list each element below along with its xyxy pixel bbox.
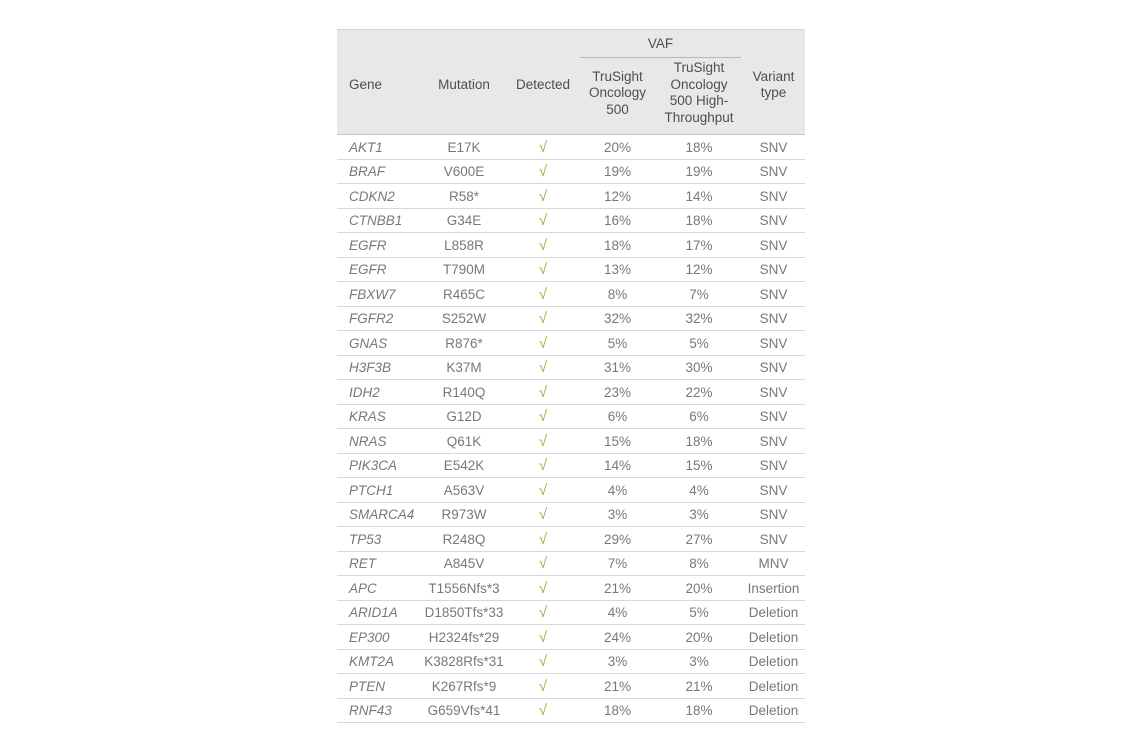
vaf-tso500-ht-cell: 20%: [656, 576, 742, 601]
table-row: [337, 404, 805, 429]
vaf-tso500-cell: 4%: [579, 478, 656, 503]
mutation-cell: D1850Tfs*33: [421, 600, 507, 625]
mutation-cell: R973W: [421, 502, 507, 527]
table-header: [337, 30, 805, 135]
vaf-tso500-ht-cell: 4%: [656, 478, 742, 503]
gene-cell: AKT1: [349, 139, 383, 155]
variant-type-cell: SNV: [742, 306, 805, 331]
detected-cell: [507, 429, 579, 454]
mutation-cell: L858R: [421, 233, 507, 258]
variant-type-cell: Deletion: [742, 625, 805, 650]
mutation-cell: E17K: [447, 139, 481, 155]
mutation-cell: A845V: [421, 551, 507, 576]
variant-type-cell: Insertion: [742, 576, 805, 601]
detected-cell: [507, 208, 579, 233]
detected-cell: [507, 625, 579, 650]
table-row: [337, 429, 805, 454]
table-row: [337, 257, 805, 282]
checkmark-icon: √: [538, 408, 548, 426]
table-row: [337, 135, 805, 160]
table-body: [337, 135, 805, 723]
vaf-tso500-ht-cell: 18%: [685, 139, 713, 155]
vaf-tso500-cell: 5%: [579, 331, 656, 356]
gene-cell: CDKN2: [337, 184, 421, 209]
table-row: [337, 233, 805, 258]
gene-cell: EGFR: [337, 257, 421, 282]
detected-cell: [507, 306, 579, 331]
vaf-group-label: VAF: [580, 36, 741, 58]
gene-cell: NRAS: [337, 429, 421, 454]
checkmark-icon: √: [538, 702, 548, 720]
mutation-cell: K267Rfs*9: [421, 674, 507, 699]
vaf-tso500-cell: 31%: [579, 355, 656, 380]
table-row: [337, 600, 805, 625]
vaf-tso500-ht-cell: 18%: [656, 208, 742, 233]
vaf-tso500-cell: 18%: [579, 233, 656, 258]
mutation-cell: H2324fs*29: [421, 625, 507, 650]
vaf-tso500-ht-cell: 7%: [656, 282, 742, 307]
vaf-tso500-ht-cell: 18%: [656, 429, 742, 454]
gene-cell: KRAS: [337, 404, 421, 429]
mutation-cell: R58*: [421, 184, 507, 209]
header-vaf-group: [579, 30, 742, 59]
mutation-cell: T790M: [421, 257, 507, 282]
vaf-tso500-ht-cell: 32%: [656, 306, 742, 331]
checkmark-icon: √: [538, 187, 548, 205]
detected-cell: [507, 257, 579, 282]
checkmark-icon: √: [538, 334, 548, 352]
table-row: [337, 551, 805, 576]
detected-cell: [507, 649, 579, 674]
mutation-cell: S252W: [421, 306, 507, 331]
vaf-tso500-ht-cell: 18%: [656, 698, 742, 723]
gene-cell: IDH2: [337, 380, 421, 405]
variant-type-cell: Deletion: [742, 698, 805, 723]
variant-type-cell: SNV: [742, 355, 805, 380]
table-row: [337, 527, 805, 552]
table-row: [337, 502, 805, 527]
detected-cell: [507, 233, 579, 258]
mutation-cell: R248Q: [421, 527, 507, 552]
vaf-tso500-cell: 3%: [579, 649, 656, 674]
gene-cell: FBXW7: [337, 282, 421, 307]
variant-type-cell: Deletion: [742, 674, 805, 699]
detected-cell: [507, 600, 579, 625]
header-mutation: Mutation: [421, 30, 507, 135]
detected-cell: [507, 502, 579, 527]
checkmark-icon: √: [538, 653, 548, 671]
variant-type-cell: Deletion: [742, 600, 805, 625]
table-row: [337, 625, 805, 650]
table-row: [337, 649, 805, 674]
variant-type-cell: SNV: [742, 233, 805, 258]
variant-type-cell: MNV: [742, 551, 805, 576]
vaf-tso500-cell: 16%: [579, 208, 656, 233]
checkmark-icon: √: [538, 530, 548, 548]
vaf-tso500-ht-cell: 8%: [656, 551, 742, 576]
table-row: [337, 282, 805, 307]
gene-cell: EGFR: [337, 233, 421, 258]
table-row: [337, 453, 805, 478]
vaf-tso500-cell: 14%: [579, 453, 656, 478]
detected-cell: [507, 355, 579, 380]
vaf-tso500-ht-cell: 20%: [656, 625, 742, 650]
checkmark-icon: √: [538, 555, 548, 573]
vaf-tso500-ht-cell: 6%: [656, 404, 742, 429]
mutation-cell: V600E: [421, 159, 507, 184]
vaf-tso500-ht-cell: 5%: [656, 331, 742, 356]
header-tso500-high-throughput: TruSight Oncology 500 High-Throughput: [656, 58, 742, 134]
gene-cell: FGFR2: [337, 306, 421, 331]
checkmark-icon: √: [538, 261, 548, 279]
vaf-tso500-cell: 4%: [579, 600, 656, 625]
mutation-cell: A563V: [421, 478, 507, 503]
gene-cell: PTEN: [337, 674, 421, 699]
vaf-tso500-cell: 15%: [579, 429, 656, 454]
vaf-tso500-cell: 18%: [579, 698, 656, 723]
variant-type-cell: SNV: [742, 184, 805, 209]
mutation-cell: K37M: [421, 355, 507, 380]
table-row: [337, 380, 805, 405]
gene-cell: ARID1A: [337, 600, 421, 625]
mutation-cell: Q61K: [421, 429, 507, 454]
gene-cell: RET: [337, 551, 421, 576]
gene-cell: PTCH1: [337, 478, 421, 503]
vaf-tso500-ht-cell: 3%: [656, 649, 742, 674]
vaf-tso500-ht-cell: 12%: [656, 257, 742, 282]
vaf-tso500-cell: 23%: [579, 380, 656, 405]
vaf-tso500-cell: 8%: [579, 282, 656, 307]
checkmark-icon: √: [538, 138, 548, 156]
mutation-cell: R465C: [421, 282, 507, 307]
vaf-tso500-cell: 12%: [579, 184, 656, 209]
detected-cell: [507, 184, 579, 209]
vaf-tso500-ht-cell: 22%: [656, 380, 742, 405]
table-row: [337, 674, 805, 699]
checkmark-icon: √: [538, 285, 548, 303]
table-row: [337, 478, 805, 503]
checkmark-icon: √: [538, 212, 548, 230]
mutation-cell: G34E: [421, 208, 507, 233]
checkmark-icon: √: [538, 481, 548, 499]
gene-cell: BRAF: [337, 159, 421, 184]
checkmark-icon: √: [538, 457, 548, 475]
detected-cell: [507, 576, 579, 601]
table-row: [337, 331, 805, 356]
variant-type-cell: SNV: [742, 527, 805, 552]
variant-type-cell: SNV: [742, 380, 805, 405]
variant-type-cell: SNV: [742, 257, 805, 282]
variant-type-cell: SNV: [742, 502, 805, 527]
vaf-tso500-cell: 13%: [579, 257, 656, 282]
detected-cell: [507, 282, 579, 307]
gene-cell: PIK3CA: [337, 453, 421, 478]
variant-type-cell: SNV: [742, 453, 805, 478]
variant-type-cell: Deletion: [742, 649, 805, 674]
checkmark-icon: √: [538, 310, 548, 328]
header-gene: Gene: [337, 30, 421, 135]
vaf-tso500-cell: 21%: [579, 576, 656, 601]
variant-type-cell: SNV: [742, 429, 805, 454]
vaf-tso500-cell: 3%: [579, 502, 656, 527]
mutation-cell: R876*: [421, 331, 507, 356]
mutation-cell: G12D: [421, 404, 507, 429]
checkmark-icon: √: [538, 359, 548, 377]
vaf-tso500-ht-cell: 3%: [656, 502, 742, 527]
mutation-table: [337, 29, 805, 723]
gene-cell: RNF43: [337, 698, 421, 723]
vaf-tso500-cell: 24%: [579, 625, 656, 650]
vaf-tso500-cell: 19%: [579, 159, 656, 184]
vaf-tso500-ht-cell: 5%: [656, 600, 742, 625]
gene-cell: EP300: [337, 625, 421, 650]
vaf-tso500-cell: 6%: [579, 404, 656, 429]
gene-cell: APC: [337, 576, 421, 601]
variant-type-cell: SNV: [742, 478, 805, 503]
header-detected: Detected: [507, 30, 579, 135]
vaf-tso500-ht-cell: 27%: [656, 527, 742, 552]
vaf-tso500-ht-cell: 15%: [656, 453, 742, 478]
gene-cell: SMARCA4: [337, 502, 421, 527]
checkmark-icon: √: [538, 236, 548, 254]
mutation-cell: R140Q: [421, 380, 507, 405]
variant-type-cell: SNV: [742, 159, 805, 184]
checkmark-icon: √: [538, 432, 548, 450]
table-row: [337, 208, 805, 233]
variant-type-cell: SNV: [742, 404, 805, 429]
table-row: [337, 576, 805, 601]
gene-cell: GNAS: [337, 331, 421, 356]
detected-cell: [507, 478, 579, 503]
detected-cell: [507, 135, 579, 160]
variant-type-cell: SNV: [742, 282, 805, 307]
detected-cell: [507, 453, 579, 478]
vaf-tso500-cell: 21%: [579, 674, 656, 699]
vaf-tso500-cell: 29%: [579, 527, 656, 552]
checkmark-icon: √: [538, 579, 548, 597]
detected-cell: [507, 674, 579, 699]
variant-type-cell: SNV: [742, 208, 805, 233]
mutation-table-container: [337, 29, 805, 723]
gene-cell: CTNBB1: [337, 208, 421, 233]
gene-cell: H3F3B: [337, 355, 421, 380]
checkmark-icon: √: [538, 383, 548, 401]
table-row: [337, 184, 805, 209]
checkmark-icon: √: [538, 628, 548, 646]
checkmark-icon: √: [538, 677, 548, 695]
table-row: [337, 306, 805, 331]
vaf-tso500-ht-cell: 14%: [656, 184, 742, 209]
vaf-tso500-ht-cell: 21%: [656, 674, 742, 699]
detected-cell: [507, 698, 579, 723]
gene-cell: KMT2A: [337, 649, 421, 674]
table-row: [337, 159, 805, 184]
header-tso500: TruSight Oncology 500: [579, 58, 656, 134]
vaf-tso500-ht-cell: 17%: [656, 233, 742, 258]
mutation-cell: E542K: [421, 453, 507, 478]
detected-cell: [507, 527, 579, 552]
vaf-tso500-cell: 7%: [579, 551, 656, 576]
table-row: [337, 355, 805, 380]
vaf-tso500-cell: 32%: [579, 306, 656, 331]
variant-type-cell: SNV: [759, 139, 788, 155]
mutation-cell: K3828Rfs*31: [421, 649, 507, 674]
mutation-cell: T1556Nfs*3: [421, 576, 507, 601]
detected-cell: [507, 380, 579, 405]
mutation-cell: G659Vfs*41: [421, 698, 507, 723]
variant-type-cell: SNV: [742, 331, 805, 356]
vaf-tso500-cell: 20%: [603, 139, 632, 155]
header-variant-type: Variant type: [742, 30, 805, 135]
table-row: [337, 698, 805, 723]
checkmark-icon: √: [538, 604, 548, 622]
checkmark-icon: √: [538, 506, 548, 524]
vaf-tso500-ht-cell: 30%: [656, 355, 742, 380]
detected-cell: [507, 159, 579, 184]
detected-cell: [507, 551, 579, 576]
vaf-tso500-ht-cell: 19%: [656, 159, 742, 184]
checkmark-icon: √: [538, 163, 548, 181]
detected-cell: [507, 404, 579, 429]
gene-cell: TP53: [337, 527, 421, 552]
detected-cell: [507, 331, 579, 356]
